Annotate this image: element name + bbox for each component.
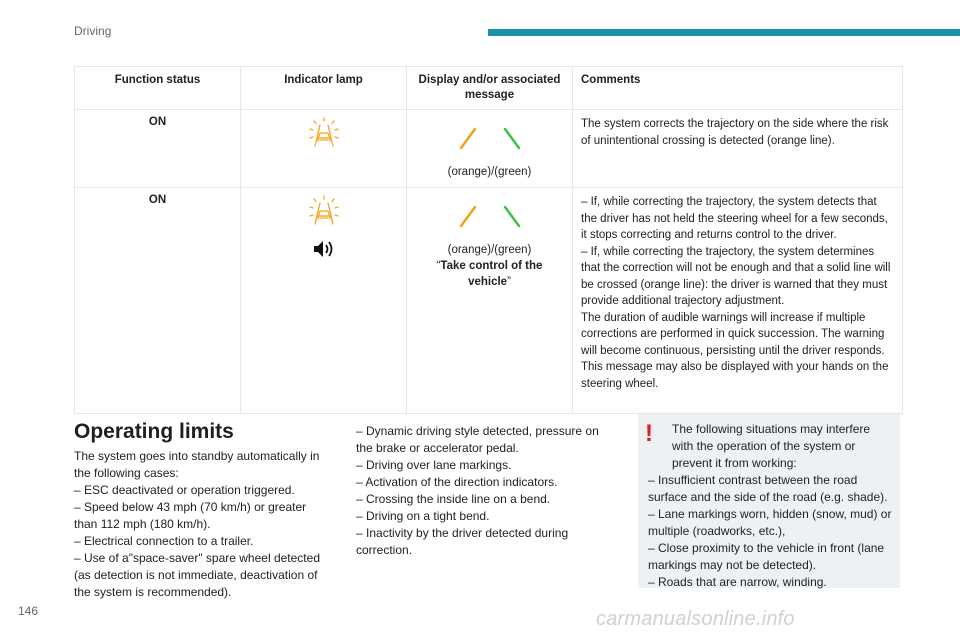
function-status-cell: ON [75,110,241,188]
list-item: – Use of a"space-saver" spare wheel detected (as detection is not immediate, deactivation of the system is recommended). [74,551,320,599]
list-item: – Insufficient contrast between the road surface and the side of the road (e.g. shade). [648,473,888,504]
list-item: – Crossing the inside line on a bend. [356,492,551,506]
comment-line: The duration of audible warnings will increase if multiple corrections are performed in quick succession. The warning will become continuous, persisting until the driver responds. [581,311,885,357]
function-status-table [74,66,903,414]
page-number: 146 [18,604,39,618]
warning-intro: The following situations may interfere with the operation of the system or prevent it from working: [672,422,871,470]
list-item: – ESC deactivated or operation triggered. [74,483,295,497]
operating-limits-left-column [74,448,326,601]
warning-exclamation-icon: ! [645,420,653,447]
orange-lane-line-icon [458,204,478,228]
list-item: – Electrical connection to a trailer. [74,534,254,548]
display-message-cell [407,110,573,188]
comments-cell [573,188,903,414]
list-item: – Close proximity to the vehicle in front (lane markings may not be detected). [648,541,885,572]
lane-keeping-warning-icon [307,116,341,150]
column-header-indicator-lamp: Indicator lamp [241,67,407,110]
function-status-cell: ON [75,188,241,414]
display-color-text: (orange)/(green) [447,166,532,178]
green-lane-line-icon [502,204,522,228]
display-message-text: “Take control of the vehicle” [436,260,543,288]
list-item: – Driving on a tight bend. [356,509,490,523]
comment-line: This message may also be displayed with your hands on the steering wheel. [581,361,889,390]
table-row [75,188,903,414]
column-header-function-status: Function status [75,67,241,110]
list-item: – Lane markings worn, hidden (snow, mud) or multiple (roadworks, etc.), [648,507,892,538]
list-item: – Dynamic driving style detected, pressure on the brake or accelerator pedal. [356,424,599,455]
watermark-text: carmanualsonline.info [596,608,795,630]
operating-limits-middle-column [356,423,612,559]
warning-text [648,421,892,591]
lane-keeping-warning-icon [307,194,341,228]
standby-intro-text: The system goes into standby automatically in the following cases: [74,449,320,480]
section-title: Driving [74,24,112,38]
orange-lane-line-icon [458,126,478,150]
table-header-row [75,67,903,110]
indicator-lamp-cell [241,110,407,188]
comment-line: The system corrects the trajectory on the side where the risk of unintentional crossing is detected (orange line). [581,118,889,147]
header-accent-bar [488,29,960,36]
display-color-text: (orange)/(green) [447,244,532,256]
list-item: – Speed below 43 mph (70 km/h) or greater than 112 mph (180 km/h). [74,500,307,531]
indicator-lamp-cell [241,188,407,414]
audible-warning-speaker-icon [312,239,336,259]
display-message-cell [407,188,573,414]
comment-line: – If, while correcting the trajectory, the system determines that the correction will not be enough and that a solid line will be crossed (orange line): the driver is warned that they must provide additional trajectory adjustment. [581,245,891,307]
table-row [75,110,903,188]
lane-lines-pair [415,194,564,242]
column-header-display: Display and/or associated message [407,67,573,110]
comments-cell [573,110,903,188]
green-lane-line-icon [502,126,522,150]
list-item: – Driving over lane markings. [356,458,512,472]
lane-lines-pair [415,116,564,164]
take-control-message: Take control of the vehicle [440,260,543,288]
list-item: – Inactivity by the driver detected during correction. [356,526,569,557]
column-header-comments: Comments [573,67,903,110]
operating-limits-heading: Operating limits [74,420,234,443]
comment-line: – If, while correcting the trajectory, the system detects that the driver has not held the steering wheel for a few seconds, it stops correcting and returns control to the driver. [581,196,888,241]
list-item: – Roads that are narrow, winding. [648,575,827,589]
list-item: – Activation of the direction indicators. [356,475,558,489]
